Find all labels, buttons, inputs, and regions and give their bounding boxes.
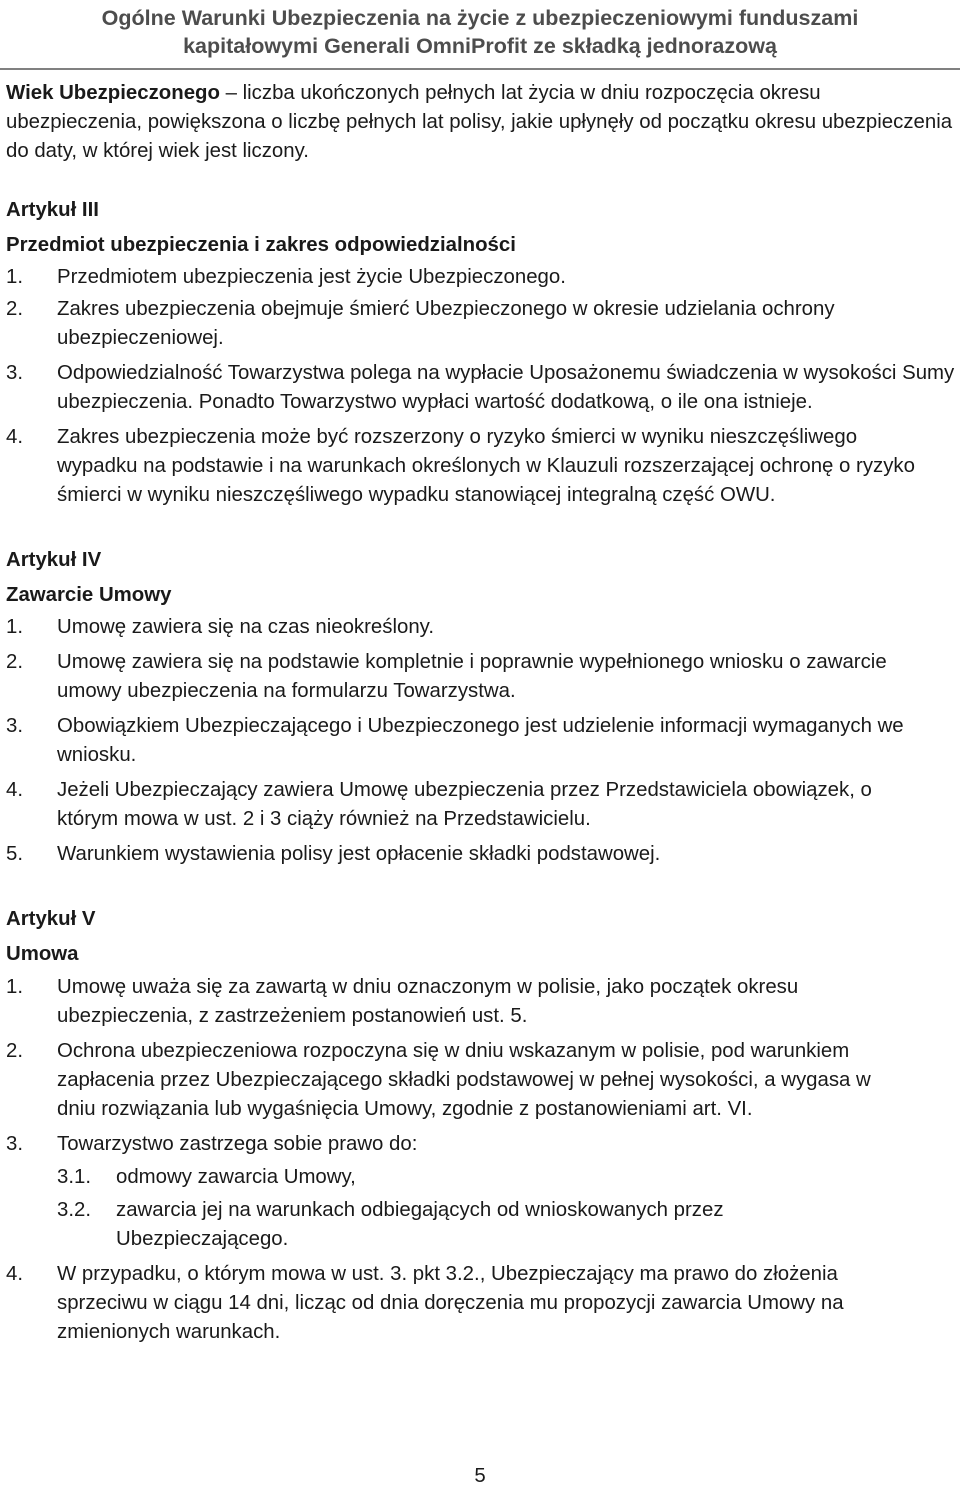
item-number: 4. bbox=[6, 426, 24, 448]
list-item bbox=[6, 648, 958, 706]
header-title-line-1: Ogólne Warunki Ubezpieczenia na życie z ubezpieczeniowymi funduszami bbox=[101, 6, 859, 30]
sub-item-number: 3.1. bbox=[57, 1166, 92, 1188]
sub-item-number: 3.2. bbox=[57, 1199, 92, 1221]
sub-list-item bbox=[57, 1163, 958, 1192]
list-item bbox=[6, 423, 958, 510]
item-text: Jeżeli Ubezpieczający zawiera Umowę ubezpieczenia przez Przedstawiciela obowiązek, o którym mowa w ust. 2 i 3 ciąży również na Przedstawicielu. bbox=[57, 779, 872, 830]
list-item bbox=[6, 1260, 958, 1347]
list-item bbox=[6, 712, 958, 770]
article-5-title: Umowa bbox=[6, 943, 79, 965]
article-4-title: Zawarcie Umowy bbox=[6, 584, 172, 606]
item-text: Przedmiotem ubezpieczenia jest życie Ubezpieczonego. bbox=[57, 266, 566, 288]
item-text: Towarzystwo zastrzega sobie prawo do: bbox=[57, 1133, 418, 1155]
item-text: Obowiązkiem Ubezpieczającego i Ubezpieczonego jest udzielenie informacji wymaganych we wniosku. bbox=[57, 715, 904, 766]
article-3-title: Przedmiot ubezpieczenia i zakres odpowiedzialności bbox=[6, 234, 516, 256]
item-number: 4. bbox=[6, 779, 24, 801]
item-number: 2. bbox=[6, 651, 24, 673]
sub-item-text: zawarcia jej na warunkach odbiegających od wnioskowanych przez Ubezpieczającego. bbox=[116, 1199, 724, 1250]
definition-term: Wiek Ubezpieczonego bbox=[6, 82, 220, 104]
list-item bbox=[6, 776, 958, 834]
list-item bbox=[6, 613, 958, 642]
item-body bbox=[57, 1130, 958, 1260]
item-text: Ochrona ubezpieczeniowa rozpoczyna się w dniu wskazanym w polisie, pod warunkiem zapłacenia przez Ubezpieczającego składki podstawowej w pełnej wysokości, a wygasa w dniu rozwiązania lub wygaśnięcia Umowy, zgodnie z postanowieniami art. VI. bbox=[57, 1040, 871, 1120]
list-item bbox=[6, 973, 958, 1031]
item-text: Umowę zawiera się na podstawie kompletnie i poprawnie wypełnionego wniosku o zawarcie umowy ubezpieczenia na formularzu Towarzystwa. bbox=[57, 651, 887, 702]
list-item bbox=[6, 359, 958, 417]
item-number: 2. bbox=[6, 298, 24, 320]
item-text: Umowę uważa się za zawartą w dniu oznaczonym w polisie, jako początek okresu ubezpieczenia, z zastrzeżeniem postanowień ust. 5. bbox=[57, 976, 799, 1027]
sub-list-item bbox=[57, 1196, 958, 1254]
item-number: 3. bbox=[6, 362, 24, 384]
item-text: Zakres ubezpieczenia obejmuje śmierć Ubezpieczonego w okresie udzielania ochrony ubezpieczeniowej. bbox=[57, 298, 835, 349]
item-text: W przypadku, o którym mowa w ust. 3. pkt 3.2., Ubezpieczający ma prawo do złożenia sprzeciwu w ciągu 14 dni, licząc od dnia doręczenia mu propozycji zawarcia Umowy na zmienionych warunkach. bbox=[57, 1263, 844, 1343]
article-3-label: Artykuł III bbox=[6, 199, 99, 221]
item-number: 1. bbox=[6, 616, 24, 638]
item-number: 2. bbox=[6, 1040, 24, 1062]
sub-item-text: odmowy zawarcia Umowy, bbox=[116, 1166, 356, 1188]
item-number: 5. bbox=[6, 843, 24, 865]
item-text: Warunkiem wystawienia polisy jest opłacenie składki podstawowej. bbox=[57, 843, 661, 865]
item-number: 3. bbox=[6, 715, 24, 737]
definition-paragraph bbox=[6, 79, 958, 166]
document-body bbox=[6, 79, 958, 1353]
header-title-line-2: kapitałowymi Generali OmniProfit ze składką jednorazową bbox=[183, 34, 777, 58]
item-number: 1. bbox=[6, 976, 24, 998]
item-number: 4. bbox=[6, 1263, 24, 1285]
item-number: 1. bbox=[6, 266, 24, 288]
list-item bbox=[6, 1037, 958, 1124]
item-number: 3. bbox=[6, 1133, 24, 1155]
list-item bbox=[6, 840, 958, 869]
list-item bbox=[6, 263, 958, 292]
definition-text: – liczba ukończonych pełnych lat życia w dniu rozpoczęcia okresu ubezpieczenia, powiększona o liczbę pełnych lat polisy, jakie upłynęły od początku okresu ubezpieczenia do daty, w której wiek jest liczony. bbox=[6, 82, 953, 162]
item-text: Odpowiedzialność Towarzystwa polega na wypłacie Uposażonemu świadczenia w wysokości Sumy ubezpieczenia. Ponadto Towarzystwo wypłaci wartość dodatkową, o ile ona istnieje. bbox=[57, 362, 955, 413]
page-number: 5 bbox=[474, 1465, 486, 1487]
list-item bbox=[6, 295, 958, 353]
document-header bbox=[0, 4, 960, 60]
article-5-label: Artykuł V bbox=[6, 908, 96, 930]
article-4-label: Artykuł IV bbox=[6, 549, 102, 571]
item-text: Umowę zawiera się na czas nieokreślony. bbox=[57, 616, 435, 638]
list-item bbox=[6, 1130, 958, 1260]
header-divider bbox=[0, 68, 960, 70]
item-text: Zakres ubezpieczenia może być rozszerzony o ryzyko śmierci w wyniku nieszczęśliwego wypadku na podstawie i na warunkach określonych w Klauzuli rozszerzającej ochronę o ryzyko śmierci w wyniku nieszczęśliwego wypadku stanowiącej integralną część OWU. bbox=[57, 426, 915, 506]
